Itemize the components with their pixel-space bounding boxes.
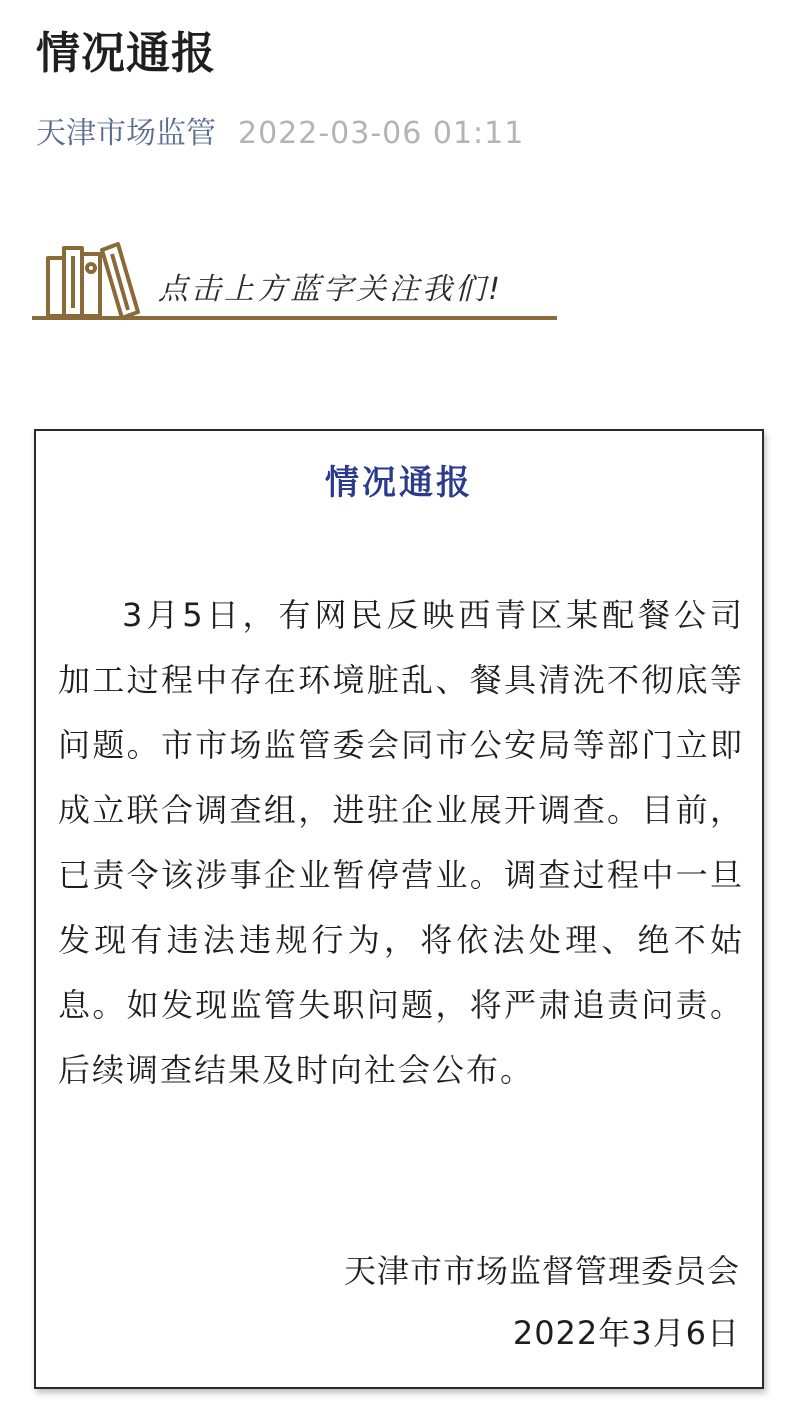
account-name-link[interactable]: 天津市场监管 xyxy=(36,116,216,151)
publish-time: 2022-03-06 01:11 xyxy=(238,116,525,151)
notice-body: 3月5日，有网民反映西青区某配餐公司加工过程中存在环境脏乱、餐具清洗不彻底等问题。市市场监管委会同市公安局等部门立即成立联合调查组，进驻企业展开调查。目前，已责令该涉事企业暂停营业。调查过程中一旦发现有违法违规行为，将依法处理、绝不姑息。如发现监管失职问题，将严肃追责问责。后续调查结果及时向社会公布。 xyxy=(58,596,744,1089)
notice-box xyxy=(34,429,764,1389)
notice-date: 2022年3月6日 xyxy=(512,1314,740,1352)
notice-heading: 情况通报 xyxy=(325,463,473,503)
notice-signer: 天津市市场监督管理委员会 xyxy=(343,1252,740,1290)
article-meta xyxy=(36,114,524,154)
article-title: 情况通报 xyxy=(36,28,216,79)
follow-banner[interactable] xyxy=(32,236,557,322)
follow-text: 点击上方蓝字关注我们! xyxy=(158,272,504,307)
